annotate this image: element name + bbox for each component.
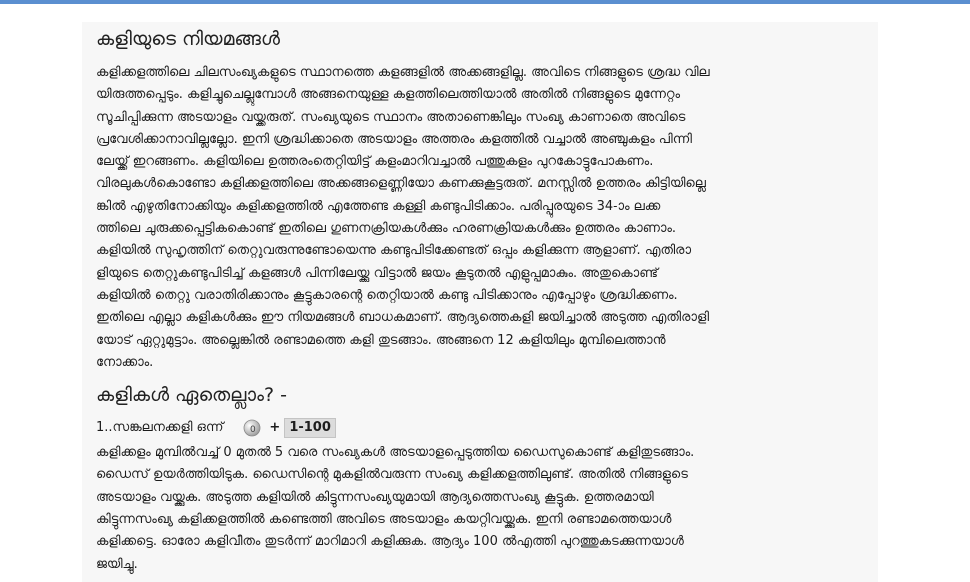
text-line: ങ്കിൽ എഴുതിനോക്കിയും കളിക്കളത്തിൽ എത്തേണ്ട കള്ളി കണ്ടുപിടിക്കാം. പരിപ്പുരയുടെ 34-ാം ലക്ക [96, 198, 661, 214]
text-line: പ്രവേശിക്കാനാവില്ലല്ലോ. ഇനി ശ്രദ്ധിക്കാതെ അടയാളം അത്തരം കളത്തിൽ വച്ചാൽ അഞ്ചുകളം പിന്നി [96, 131, 692, 147]
game-1-title: 1..സങ്കലനക്കളി ഒന്ന് [96, 420, 224, 436]
game-1-paragraph [96, 442, 860, 576]
text-line: കളിക്കളം മുമ്പിൽവച്ച് 0 മുതൽ 5 വരെ സംഖ്യകൾ അടയാളപ്പെടുത്തിയ ഡൈസുകൊണ്ട് കളിതുടങ്ങാം. [96, 445, 695, 461]
document-page [82, 22, 878, 582]
text-line: സൂചിപ്പിക്കുന്ന അടയാളം വയ്ക്കരുത്. സംഖ്യയുടെ സ്ഥാനം അതാണെങ്കിലും സംഖ്യ കാണാതെ അവിടെ [96, 109, 686, 125]
text-line: കളിയിൽ സുഹൃത്തിന് തെറ്റുവരുന്നുണ്ടോയെന്നു കണ്ടുപിടിക്കേണ്ടത് ഒപ്പം കളിക്കുന്ന ആളാണ്. എതിരാ [96, 243, 692, 259]
rules-heading: കളിയുടെ നിയമങ്ങൾ [96, 28, 280, 50]
dice-icon [243, 419, 261, 437]
svg-text:0: 0 [250, 425, 257, 436]
text-line: കളിയിൽ തെറ്റു വരാതിരിക്കാനും കൂട്ടുകാരന്റെ തെറ്റിയാൽ കണ്ടു പിടിക്കാനും എപ്പോഴും ശ്രദ്ധിക്കണം. [96, 287, 678, 303]
text-line: കിട്ടുന്നസംഖ്യ കളിക്കളത്തിൽ കണ്ടെത്തി അവിടെ അടയാളം കയറ്റിവയ്ക്കുക. ഇനി രണ്ടാമത്തെയാൾ [96, 512, 672, 528]
text-line: ലേയ്ക്ക് ഇറങ്ങണം. കളിയിലെ ഉത്തരംതെറ്റിയിട്ട് കളംമാറിവച്ചാൽ പത്തുകളം പുറകോട്ടുപോകണം. [96, 154, 654, 170]
text-line: ത്തിലെ ചുരുക്കപ്പെട്ടികകൊണ്ട് ഇതിലെ ഗുണനക്രിയകൾക്കും ഹരണക്രിയകൾക്കും ഉത്തരം കാണാം. [96, 221, 677, 237]
text-line: ജയിച്ചു. [96, 556, 138, 572]
games-heading: കളികൾ ഏതെല്ലാം? - [96, 384, 287, 407]
text-line: ളിയുടെ തെറ്റുകണ്ടുപിടിച്ച് കളങ്ങൾ പിന്നിലേയ്ക്കു വിട്ടാൽ ജയം കൂടുതൽ എളുപ്പമാകും. അതുകൊണ്ട് [96, 265, 658, 281]
text-line: ഡൈസ് ഉയർത്തിയിടുക. ഡൈസിന്റെ മുകളിൽവരുന്ന സംഖ്യ കളിക്കളത്തിലുണ്ട്. അതിൽ നിങ്ങളുടെ [96, 467, 688, 483]
text-line: അടയാളം വയ്ക്കുക. അടുത്ത കളിയിൽ കിട്ടുന്നസംഖ്യയുമായി ആദ്യത്തെസംഖ്യ കൂട്ടുക. ഉത്തരമായി [96, 489, 654, 505]
text-line: നോക്കാം. [96, 354, 154, 370]
text-line: യോട് ഏറ്റുമുട്ടാം. അല്ലെങ്കിൽ രണ്ടാമത്തെ കളി തുടങ്ങാം. അങ്ങനെ 12 കളിയിലും മുമ്പിലെത്താൻ [96, 332, 666, 348]
plus-sign: + [269, 420, 281, 436]
text-line: കളിക്കട്ടെ. ഓരോ കളിവീതം തുടർന്ന് മാറിമാറി കളിക്കുക. ആദ്യം 100 ൽഎത്തി പുറത്തുകടക്കുന്നയാൾ [96, 534, 684, 550]
range-badge: 1-100 [284, 418, 336, 438]
text-line: ഇതിലെ എല്ലാ കളികൾക്കും ഈ നിയമങ്ങൾ ബാധകമാണ്. ആദ്യത്തെകളി ജയിച്ചാൽ അടുത്ത എതിരാളി [96, 310, 710, 326]
text-line: വിരലുകൾകൊണ്ടോ കളിക്കളത്തിലെ അക്കങ്ങളെണ്ണിയോ കണക്കുകൂട്ടരുത്. മനസ്സിൽ ഉത്തരം കിട്ടിയില്ലെ [96, 176, 706, 192]
game-1-header [96, 416, 860, 440]
text-line: കളിക്കളത്തിലെ ചിലസംഖ്യകളുടെ സ്ഥാനത്തെ കളങ്ങളിൽ അക്കങ്ങളില്ല. അവിടെ നിങ്ങളുടെ ശ്രദ്ധ വില [96, 65, 710, 80]
rules-paragraph [96, 62, 860, 374]
text-line: യിരുത്തപ്പെടും. കളിച്ചുചെല്ലുമ്പോൾ അങ്ങനെയുള്ള കളത്തിലെത്തിയാൽ അതിൽ നിങ്ങളുടെ മുന്നേറ്റം [96, 87, 681, 103]
window-top-bar [0, 0, 970, 4]
